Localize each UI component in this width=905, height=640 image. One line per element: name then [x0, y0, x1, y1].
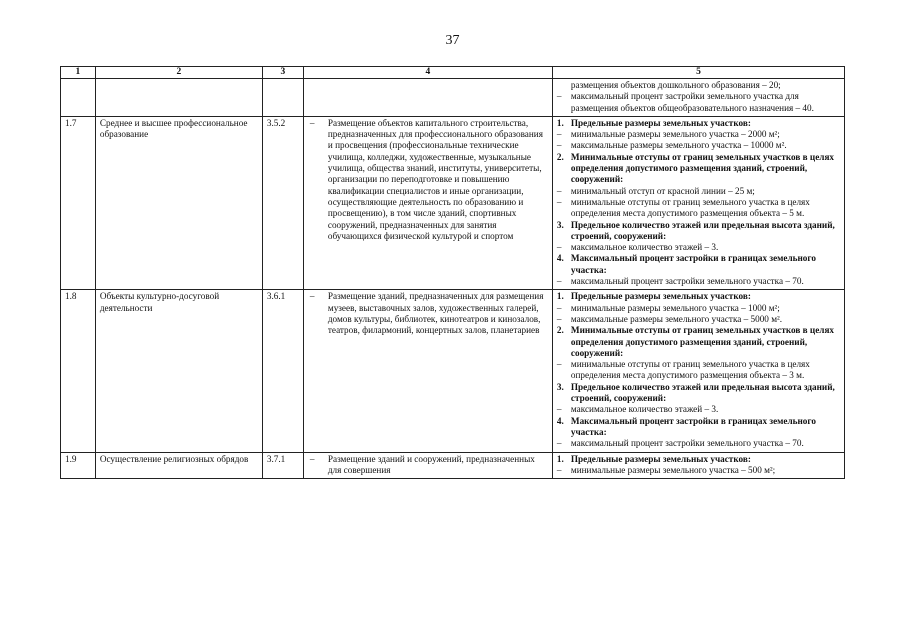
param-item: – максимальный процент застройки земельного участка – 70.	[556, 276, 804, 287]
dash-marker: –	[556, 359, 562, 370]
use-description: – Размещение зданий и сооружений, предназначенных для совершения	[303, 452, 552, 479]
continuation-row	[61, 79, 845, 117]
row-number: 1.8	[61, 290, 96, 452]
dash-marker: –	[556, 438, 562, 449]
column-header: 4	[303, 67, 552, 79]
param-heading: 3. Предельное количество этажей или предельная высота зданий, строений, сооружений:	[556, 219, 835, 241]
param-heading: 2. Минимальные отступы от границ земельных участков в целях определения допустимого размещения зданий, строений, сооружений:	[556, 325, 835, 358]
dash-marker: –	[309, 117, 315, 128]
dash-marker: –	[556, 91, 562, 102]
param-line: размещения объектов дошкольного образования – 20;	[570, 80, 781, 90]
use-code: 3.6.1	[262, 290, 303, 452]
dash-marker: –	[556, 464, 562, 475]
parameters-cell	[552, 452, 844, 479]
use-description: – Размещение объектов капитального строительства, предназначенных для профессионального образования и просвещения (профессиональные технические училища, колледжи, художественные, музыкальные училища, общества знаний, институты, университеты, организации по переподготовке и повышению квалификации специалистов и иные организации, осуществляющие деятельность по образованию и просвещению), в том числе зданий, спортивных сооружений, предназначенных для занятия обучающихся физической культурой и спортом	[303, 116, 552, 289]
param-heading: 4. Максимальный процент застройки в границах земельного участка:	[556, 415, 816, 437]
table-row	[61, 116, 845, 289]
dash-marker: –	[556, 129, 562, 140]
page-number: 37	[445, 33, 460, 48]
param-item: – максимальное количество этажей – 3.	[556, 404, 719, 415]
param-heading: 4. Максимальный процент застройки в границах земельного участка:	[556, 253, 816, 275]
parameters-cell	[552, 116, 844, 289]
use-code: 3.7.1	[262, 452, 303, 479]
dash-marker: –	[556, 196, 562, 207]
param-item: – максимальный процент застройки земельного участка для размещения объектов общеобразовательного назначения – 40.	[556, 91, 814, 113]
row-number: 1.9	[61, 452, 96, 479]
param-item: – максимальное количество этажей – 3.	[556, 242, 719, 253]
dash-marker: –	[556, 185, 562, 196]
dash-marker: –	[556, 313, 562, 324]
table-row	[61, 290, 845, 452]
column-header: 2	[95, 67, 262, 79]
column-header: 1	[61, 67, 96, 79]
param-item: – минимальные отступы от границ земельного участка в целях определения места допустимого размещения объекта – 5 м.	[556, 196, 810, 219]
param-item: – минимальные отступы от границ земельного участка в целях определения места допустимого размещения объекта – 3 м.	[556, 359, 810, 381]
dash-marker: –	[556, 242, 562, 253]
use-code: 3.5.2	[262, 116, 303, 289]
dash-marker: –	[556, 302, 562, 313]
param-heading: 1. Предельные размеры земельных участков:	[556, 453, 751, 464]
use-name: Среднее и высшее профессиональное образование	[95, 116, 262, 289]
row-number: 1.7	[61, 116, 96, 289]
param-item: – минимальный отступ от красной линии – 25 м;	[556, 185, 755, 196]
parameters-cell	[552, 290, 844, 452]
use-name: Объекты культурно-досуговой деятельности	[95, 290, 262, 452]
dash-marker: –	[556, 140, 562, 151]
param-item: – минимальные размеры земельного участка – 1000 м²;	[556, 302, 780, 313]
param-item: – максимальные размеры земельного участка – 10000 м².	[556, 140, 787, 151]
dash-marker: –	[556, 404, 562, 415]
use-description: – Размещение зданий, предназначенных для размещения музеев, выставочных залов, художественных галерей, домов культуры, библиотек, кинотеатров и кинозалов, театров, филармоний, концертных залов, планетариев	[303, 290, 552, 452]
zoning-table	[60, 66, 845, 479]
param-heading: 1. Предельные размеры земельных участков:	[556, 291, 751, 302]
column-header: 5	[552, 67, 844, 79]
table-row	[61, 452, 845, 479]
param-heading: 2. Минимальные отступы от границ земельных участков в целях определения допустимого размещения зданий, строений, сооружений:	[556, 151, 835, 185]
use-name: Осуществление религиозных обрядов	[95, 452, 262, 479]
param-item: – максимальные размеры земельного участка – 5000 м².	[556, 313, 783, 324]
param-item: – минимальные размеры земельного участка – 2000 м²;	[556, 129, 780, 140]
table-header-row	[61, 67, 845, 79]
dash-marker: –	[556, 276, 562, 287]
continuation-cell	[552, 79, 844, 117]
param-item: – минимальные размеры земельного участка – 500 м²;	[556, 464, 776, 475]
dash-marker: –	[309, 291, 315, 302]
dash-marker: –	[309, 453, 315, 464]
param-heading: 1. Предельные размеры земельных участков:	[556, 117, 751, 128]
param-heading: 3. Предельное количество этажей или предельная высота зданий, строений, сооружений:	[556, 381, 835, 404]
column-header: 3	[262, 67, 303, 79]
param-item: – максимальный процент застройки земельного участка – 70.	[556, 438, 804, 449]
